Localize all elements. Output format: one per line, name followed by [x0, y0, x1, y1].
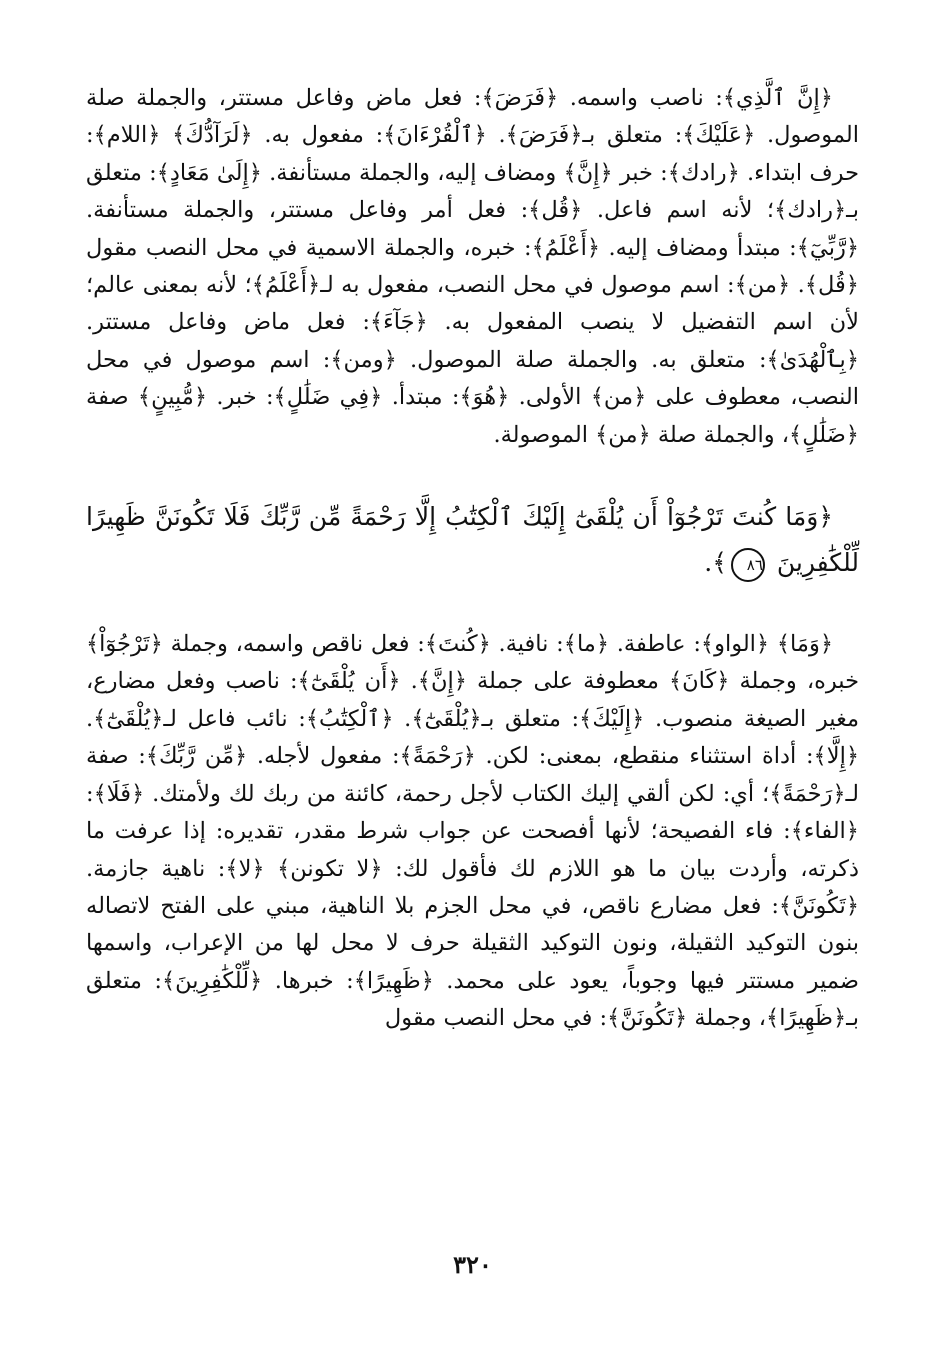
- paragraph-1: ﴿إِنَّ ٱلَّذِي﴾: ناصب واسمه. ﴿فَرَضَ﴾: فعل ماض وفاعل مستتر، والجملة صلة الموصول. ﴿عَلَيْكَ﴾: متعلق بـ﴿فَرَضَ﴾. ﴿ٱلْقُرْءَانَ﴾: مفعول به. ﴿لَرَآدُّكَ﴾ ﴿اللام﴾: حرف ابتداء. ﴿رادك﴾: خبر ﴿إِنَّ﴾ ومضاف إليه، والجملة مستأنفة. ﴿إِلَىٰ مَعَادٍ﴾: متعلق بـ﴿رادك﴾؛ لأنه اسم فاعل. ﴿قُل﴾: فعل أمر وفاعل مستتر، والجملة مستأنفة. ﴿رَّبِّيٓ﴾: مبتدأ ومضاف إليه. ﴿أَعْلَمُ﴾: خبره، والجملة الاسمية في محل النصب مقول ﴿قُل﴾. ﴿من﴾: اسم موصول في محل النصب، مفعول به لـ﴿أَعْلَمُ﴾؛ لأنه بمعنى عالم؛ لأن اسم التفضيل لا ينصب المفعول به. ﴿جَآءَ﴾: فعل ماض وفاعل مستتر. ﴿بِٱلْهُدَىٰ﴾: متعلق به. والجملة صلة الموصول. ﴿ومن﴾: اسم موصول في محل النصب، معطوف على ﴿من﴾ الأولى. ﴿هُوَ﴾: مبتدأ. ﴿فِي ضَلَٰلٍ﴾: خبر. ﴿مُّبِينٍ﴾ صفة ﴿ضَلَٰلٍ﴾، والجملة صلة ﴿من﴾ الموصولة.: [86, 85, 859, 448]
- ayah-number-marker: ٨٦: [731, 548, 765, 582]
- verse-text: ﴿وَمَا كُنتَ تَرْجُوٓاْ أَن يُلْقَىٰٓ إِلَيْكَ ٱلْكِتَٰبُ إِلَّا رَحْمَةً مِّن رَّبِّكَ فَلَا تَكُونَنَّ ظَهِيرًا لِّلْكَٰفِرِينَ: [86, 502, 859, 578]
- page-number: ٣٢٠: [453, 1250, 492, 1279]
- paragraph-2: ﴿وَمَا﴾ ﴿الواو﴾: عاطفة. ﴿ما﴾: نافية. ﴿كُنتَ﴾: فعل ناقص واسمه، وجملة ﴿تَرْجُوٓاْ﴾ خبره، وجملة ﴿كَانَ﴾ معطوفة على جملة ﴿إِنَّ﴾. ﴿أَن يُلْقَىٰٓ﴾: ناصب وفعل مضارع، مغير الصيغة منصوب. ﴿إِلَيْكَ﴾: متعلق بـ﴿يُلْقَىٰٓ﴾. ﴿ٱلْكِتَٰبُ﴾: نائب فاعل لـ﴿يُلْقَىٰٓ﴾. ﴿إِلَّا﴾: أداة استثناء منقطع، بمعنى: لكن. ﴿رَحْمَةً﴾: مفعول لأجله. ﴿مِّن رَّبِّكَ﴾: صفة لـ﴿رَحْمَةً﴾؛ أي: لكن ألقي إليك الكتاب لأجل رحمة، كائنة من ربك لك ولأمتك. ﴿فَلَا﴾: ﴿الفاء﴾: فاء الفصيحة؛ لأنها أفصحت عن جواب شرط مقدر، تقديره: إذا عرفت ما ذكرته، وأردت بيان ما هو اللازم لك فأقول لك: ﴿لا تكونن﴾ ﴿لا﴾: ناهية جازمة. ﴿تَكُونَنَّ﴾: فعل مضارع ناقص، في محل الجزم بلا الناهية، مبني على الفتح لاتصاله بنون التوكيد الثقيلة، ونون التوكيد الثقيلة حرف لا محل لها من الإعراب، واسمها ضمير مستتر فيها وجوباً، يعود على محمد. ﴿ظَهِيرًا﴾: خبرها. ﴿لِّلْكَٰفِرِينَ﴾: متعلق بـ﴿ظَهِيرًا﴾، وجملة ﴿تَكُونَنَّ﴾: في محل النصب مقول: [86, 631, 859, 1032]
- verse-closing: ﴾.: [704, 548, 727, 578]
- quran-verse: [86, 494, 859, 586]
